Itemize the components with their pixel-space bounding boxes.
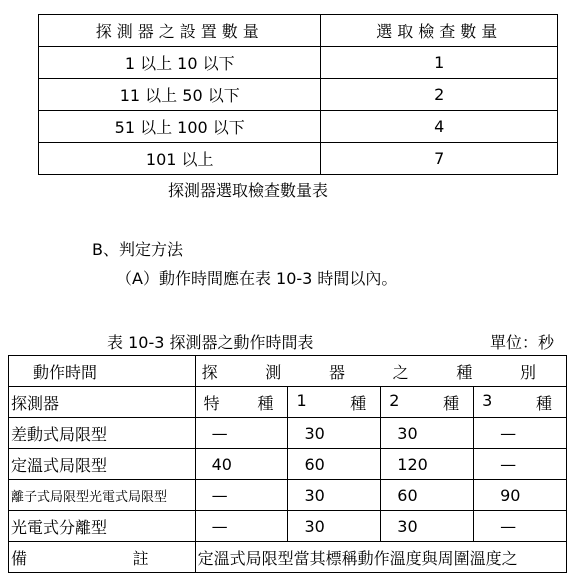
header-char: 測 bbox=[265, 362, 282, 382]
section-heading: B、判定方法 bbox=[92, 240, 183, 259]
table1-cell: 2 bbox=[321, 79, 558, 111]
type-word: 種 bbox=[443, 393, 460, 413]
type-number: 2 bbox=[389, 390, 400, 410]
note-char: 註 bbox=[132, 548, 149, 568]
note-text: 定溫式局限型當其標稱動作溫度與周圍溫度之 bbox=[195, 542, 566, 573]
table-row bbox=[9, 449, 567, 480]
detector-label: 差動式局限型 bbox=[9, 418, 196, 449]
time-value: — bbox=[474, 449, 567, 480]
type-number: 特 bbox=[203, 393, 220, 413]
detector-header: 探測器 bbox=[9, 387, 196, 418]
table1-cell: 1 bbox=[321, 47, 558, 79]
time-value: 30 bbox=[381, 511, 474, 542]
time-value: — bbox=[195, 418, 288, 449]
judgement-item: （A）動作時間應在表 10-3 時間以內。 bbox=[116, 269, 398, 288]
note-label bbox=[9, 542, 196, 573]
table-row bbox=[39, 47, 558, 79]
table1-cell: 1 以上 10 以下 bbox=[39, 47, 321, 79]
table-row bbox=[9, 511, 567, 542]
time-value: — bbox=[474, 511, 567, 542]
header-char: 之 bbox=[392, 362, 409, 382]
time-value: 120 bbox=[381, 449, 474, 480]
header-char: 器 bbox=[328, 362, 345, 382]
type-header-cell bbox=[195, 387, 288, 418]
header-char: 探 bbox=[201, 362, 218, 382]
header-char: 種 bbox=[456, 362, 473, 382]
type-word: 種 bbox=[350, 393, 367, 413]
detector-type-header bbox=[195, 356, 566, 387]
type-number: 3 bbox=[482, 390, 493, 410]
detector-sample-table bbox=[38, 14, 558, 175]
type-word: 種 bbox=[257, 393, 274, 413]
time-value: 40 bbox=[195, 449, 288, 480]
table-row bbox=[39, 111, 558, 143]
type-header-cell bbox=[288, 387, 381, 418]
table1-cell: 4 bbox=[321, 111, 558, 143]
table-row bbox=[9, 418, 567, 449]
header-char: 別 bbox=[519, 362, 536, 382]
time-value: 60 bbox=[381, 480, 474, 511]
type-header-cell bbox=[381, 387, 474, 418]
table1-caption: 探測器選取檢查數量表 bbox=[168, 181, 329, 200]
time-value: 30 bbox=[288, 418, 381, 449]
time-value: 30 bbox=[288, 480, 381, 511]
time-value: 30 bbox=[381, 418, 474, 449]
operation-time-table bbox=[8, 355, 567, 573]
table-row bbox=[39, 79, 558, 111]
table1-header-cell: 探測器之設置數量 bbox=[39, 15, 321, 47]
unit-label: 單位：秒 bbox=[490, 333, 555, 352]
time-value: 90 bbox=[474, 480, 567, 511]
table1-cell: 101 以上 bbox=[39, 143, 321, 175]
table-row bbox=[39, 143, 558, 175]
detector-label: 離子式局限型光電式局限型 bbox=[9, 480, 196, 511]
table1-header-cell: 選取檢查數量 bbox=[321, 15, 558, 47]
table2-caption: 表 10-3 探測器之動作時間表 bbox=[107, 333, 314, 352]
table1-cell: 11 以上 50 以下 bbox=[39, 79, 321, 111]
table1-cell: 7 bbox=[321, 143, 558, 175]
type-header-cell bbox=[474, 387, 567, 418]
table2-header-row bbox=[9, 387, 567, 418]
time-value: — bbox=[474, 418, 567, 449]
note-char: 備 bbox=[11, 548, 28, 568]
time-value: — bbox=[195, 511, 288, 542]
type-word: 種 bbox=[535, 393, 552, 413]
table-row bbox=[9, 542, 567, 573]
operation-time-header: 動作時間 bbox=[9, 356, 196, 387]
type-number: 1 bbox=[296, 390, 307, 410]
detector-label: 光電式分離型 bbox=[9, 511, 196, 542]
table1-header-row bbox=[39, 15, 558, 47]
time-value: — bbox=[195, 480, 288, 511]
time-value: 60 bbox=[288, 449, 381, 480]
time-value: 30 bbox=[288, 511, 381, 542]
table-row bbox=[9, 480, 567, 511]
detector-label: 定溫式局限型 bbox=[9, 449, 196, 480]
table1-cell: 51 以上 100 以下 bbox=[39, 111, 321, 143]
table2-header-row bbox=[9, 356, 567, 387]
